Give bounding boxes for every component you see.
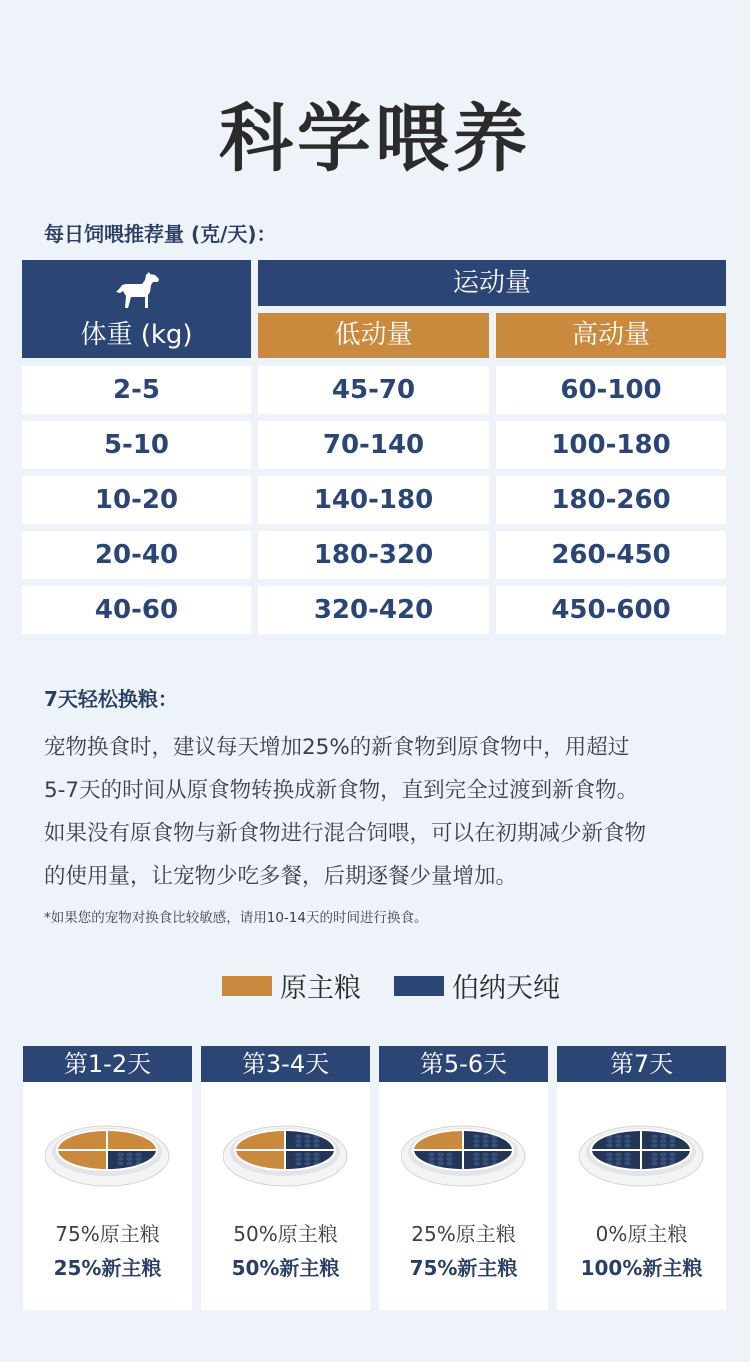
high-activity-cell: 260-450 [496, 531, 726, 579]
stage-day-label: 第5-6天 [379, 1046, 548, 1082]
transition-note: *如果您的宠物对换食比较敏感，请用10-14天的时间进行换食。 [44, 910, 428, 926]
paragraph-line: 的使用量，让宠物少吃多餐，后期逐餐少量增加。 [44, 864, 518, 889]
new-food-legend-label: 伯纳天纯 [452, 973, 560, 1004]
table-row [22, 366, 726, 414]
new-food-legend-swatch [394, 976, 444, 996]
weight-cell: 10-20 [22, 476, 251, 524]
food-bowl-icon [45, 1120, 170, 1190]
low-activity-cell: 45-70 [258, 366, 489, 414]
transition-paragraph [44, 726, 714, 898]
new-food-percent: 50%新主粮 [231, 1256, 340, 1280]
stage-day-label: 第7天 [557, 1046, 726, 1082]
weight-column-header [22, 260, 251, 358]
weight-cell: 20-40 [22, 531, 251, 579]
stage-card [201, 1046, 370, 1310]
feeding-table-heading: 每日饲喂推荐量 (克/天)： [44, 222, 277, 246]
low-activity-cell: 70-140 [258, 421, 489, 469]
low-activity-cell: 180-320 [258, 531, 489, 579]
table-row [22, 586, 726, 634]
high-activity-cell: 450-600 [496, 586, 726, 634]
old-food-percent: 25%原主粮 [411, 1222, 516, 1246]
paragraph-line: 宠物换食时，建议每天增加25%的新食物到原食物中，用超过 [44, 735, 630, 760]
table-row [22, 531, 726, 579]
weight-cell: 40-60 [22, 586, 251, 634]
low-activity-cell: 140-180 [258, 476, 489, 524]
new-food-percent: 25%新主粮 [53, 1256, 162, 1280]
high-activity-cell: 100-180 [496, 421, 726, 469]
stage-day-label: 第3-4天 [201, 1046, 370, 1082]
stage-card [557, 1046, 726, 1310]
weight-cell: 5-10 [22, 421, 251, 469]
old-food-percent: 75%原主粮 [55, 1222, 160, 1246]
weight-cell: 2-5 [22, 366, 251, 414]
food-bowl-icon [223, 1120, 348, 1190]
food-bowl-icon [401, 1120, 526, 1190]
new-food-percent: 100%新主粮 [580, 1256, 703, 1280]
table-row [22, 421, 726, 469]
stage-card [379, 1046, 548, 1310]
transition-heading: 7天轻松换粮： [44, 687, 178, 711]
old-food-legend-label: 原主粮 [280, 973, 361, 1004]
paragraph-line: 如果没有原食物与新食物进行混合饲喂，可以在初期减少新食物 [44, 821, 647, 846]
stage-day-label: 第1-2天 [23, 1046, 192, 1082]
old-food-percent: 0%原主粮 [595, 1222, 688, 1246]
stage-card [23, 1046, 192, 1310]
activity-column-header: 运动量 [258, 260, 726, 306]
dog-icon [114, 270, 160, 310]
low-activity-cell: 320-420 [258, 586, 489, 634]
old-food-percent: 50%原主粮 [233, 1222, 338, 1246]
new-food-percent: 75%新主粮 [409, 1256, 518, 1280]
paragraph-line: 5-7天的时间从原食物转换成新食物，直到完全过渡到新食物。 [44, 778, 639, 803]
food-bowl-icon [579, 1120, 704, 1190]
page-title: 科学喂养 [219, 96, 531, 182]
low-activity-header: 低动量 [258, 313, 489, 358]
old-food-legend-swatch [222, 976, 272, 996]
table-row [22, 476, 726, 524]
weight-header-label: 体重 (kg) [80, 320, 193, 350]
high-activity-cell: 180-260 [496, 476, 726, 524]
high-activity-cell: 60-100 [496, 366, 726, 414]
high-activity-header: 高动量 [496, 313, 726, 358]
